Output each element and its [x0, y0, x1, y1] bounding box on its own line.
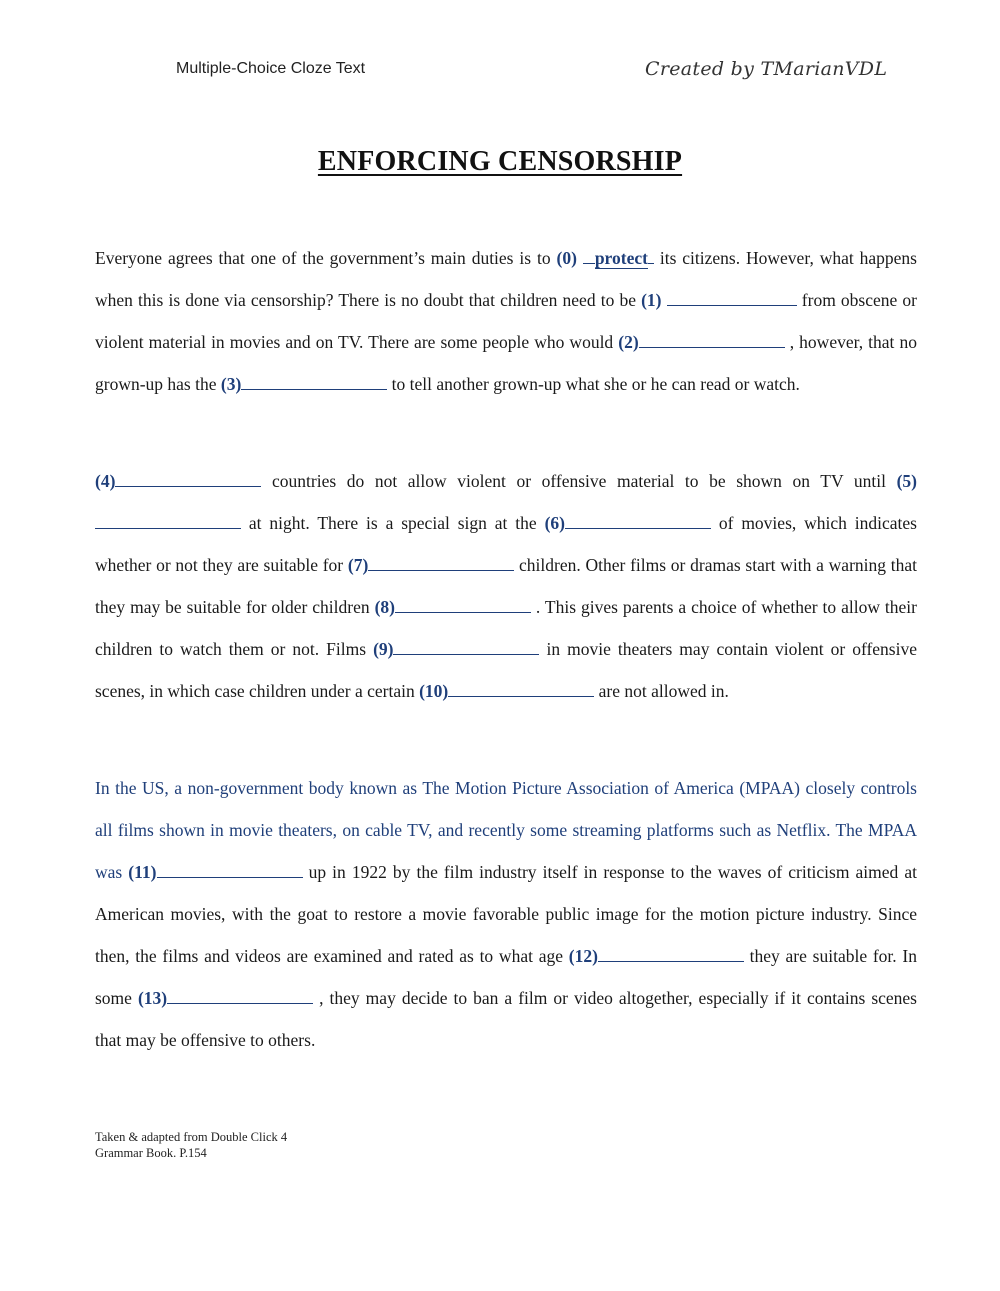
blank-line [583, 249, 595, 264]
blank-number-13: (13) [137, 988, 168, 1008]
blank-number-9: (9) [373, 639, 394, 659]
page-title: ENFORCING CENSORSHIP [317, 146, 683, 177]
text-segment: up in 1922 by the film industry itself in response to the waves of criticism aimed at American movies, with the goat to restore a movie favorable public image for the motion picture industry. Since then, the films and videos are examined and rated as to what age [95, 862, 918, 966]
blank-number-4: (4) [95, 471, 116, 491]
text-segment: . This gives parents a choice of whether to allow their children to watch them or not. Films [95, 597, 918, 659]
blank-7-input[interactable] [368, 556, 514, 571]
source-line-2: Grammar Book. P.154 [95, 1146, 207, 1160]
text-segment: , however, that no grown-up has the [95, 332, 917, 394]
blank-number-3: (3) [220, 374, 242, 394]
blank-number-8: (8) [374, 597, 395, 617]
blank-number-0: (0) [556, 248, 577, 268]
blank-8-input[interactable] [395, 598, 531, 613]
blank-10-input[interactable] [448, 682, 594, 697]
blank-number-12: (12) [568, 946, 598, 966]
blank-4-input[interactable] [115, 472, 261, 487]
blank-number-6: (6) [544, 513, 565, 533]
blank-number-7: (7) [347, 555, 369, 575]
example-answer [583, 248, 654, 268]
source-line-1: Taken & adapted from Double Click 4 [95, 1130, 288, 1144]
text-segment-blue: In the US, a non-government body known as The Motion Picture Association of America (MPAA) closely controls all films shown in movie theaters, on cable TV, and recently some streaming platforms such as Netflix. The MPAA was [95, 778, 917, 882]
worksheet-type-label: Multiple-Choice Cloze Text [176, 60, 366, 77]
blank-number-11: (11) [128, 862, 157, 882]
blank-12-input[interactable] [598, 947, 744, 962]
author-credit: Created by TMarianVDL [645, 58, 888, 80]
blank-9-input[interactable] [393, 640, 539, 655]
blank-number-5: (5) [896, 471, 917, 491]
blank-number-2: (2) [618, 332, 639, 352]
text-segment: its citizens. However, what happens when this is done via censorship? There is no doubt that children need to be [95, 248, 917, 310]
paragraph-2 [95, 460, 917, 712]
text-segment: , they may decide to ban a film or video altogether, especially if it contains scenes that may be offensive to others. [95, 988, 917, 1050]
blank-3-input[interactable] [241, 375, 387, 390]
blank-number-10: (10) [419, 681, 449, 701]
blank-2-input[interactable] [639, 333, 785, 348]
blank-6-input[interactable] [565, 514, 711, 529]
text-segment: in movie theaters may contain violent or offensive scenes, in which case children under a certain [95, 639, 918, 701]
blank-13-input[interactable] [167, 989, 313, 1004]
text-segment: of movies, which indicates whether or not they are suitable for [95, 513, 917, 575]
paragraph-1 [95, 237, 917, 405]
example-answer-word: protect [594, 248, 648, 268]
text-segment: children. Other films or dramas start with a warning that they may be suitable for older children [95, 555, 917, 617]
text-segment: to tell another grown-up what she or he can read or watch. [387, 374, 800, 394]
text-segment: from obscene or violent material in movies and on TV. There are some people who would [95, 290, 918, 352]
paragraph-3 [95, 767, 917, 1061]
text-segment: are not allowed in. [594, 681, 729, 701]
blank-5-input[interactable] [95, 514, 241, 529]
text-segment: Everyone agrees that one of the government’s main duties is to [95, 248, 557, 268]
source-citation [95, 1129, 355, 1161]
text-segment: at night. There is a special sign at the [241, 513, 545, 533]
text-segment: countries do not allow violent or offensive material to be shown on TV until [261, 471, 897, 491]
text-segment: they are suitable for. In some [95, 946, 917, 1008]
blank-1-input[interactable] [667, 291, 797, 306]
blank-11-input[interactable] [157, 863, 303, 878]
blank-number-1: (1) [641, 290, 662, 310]
